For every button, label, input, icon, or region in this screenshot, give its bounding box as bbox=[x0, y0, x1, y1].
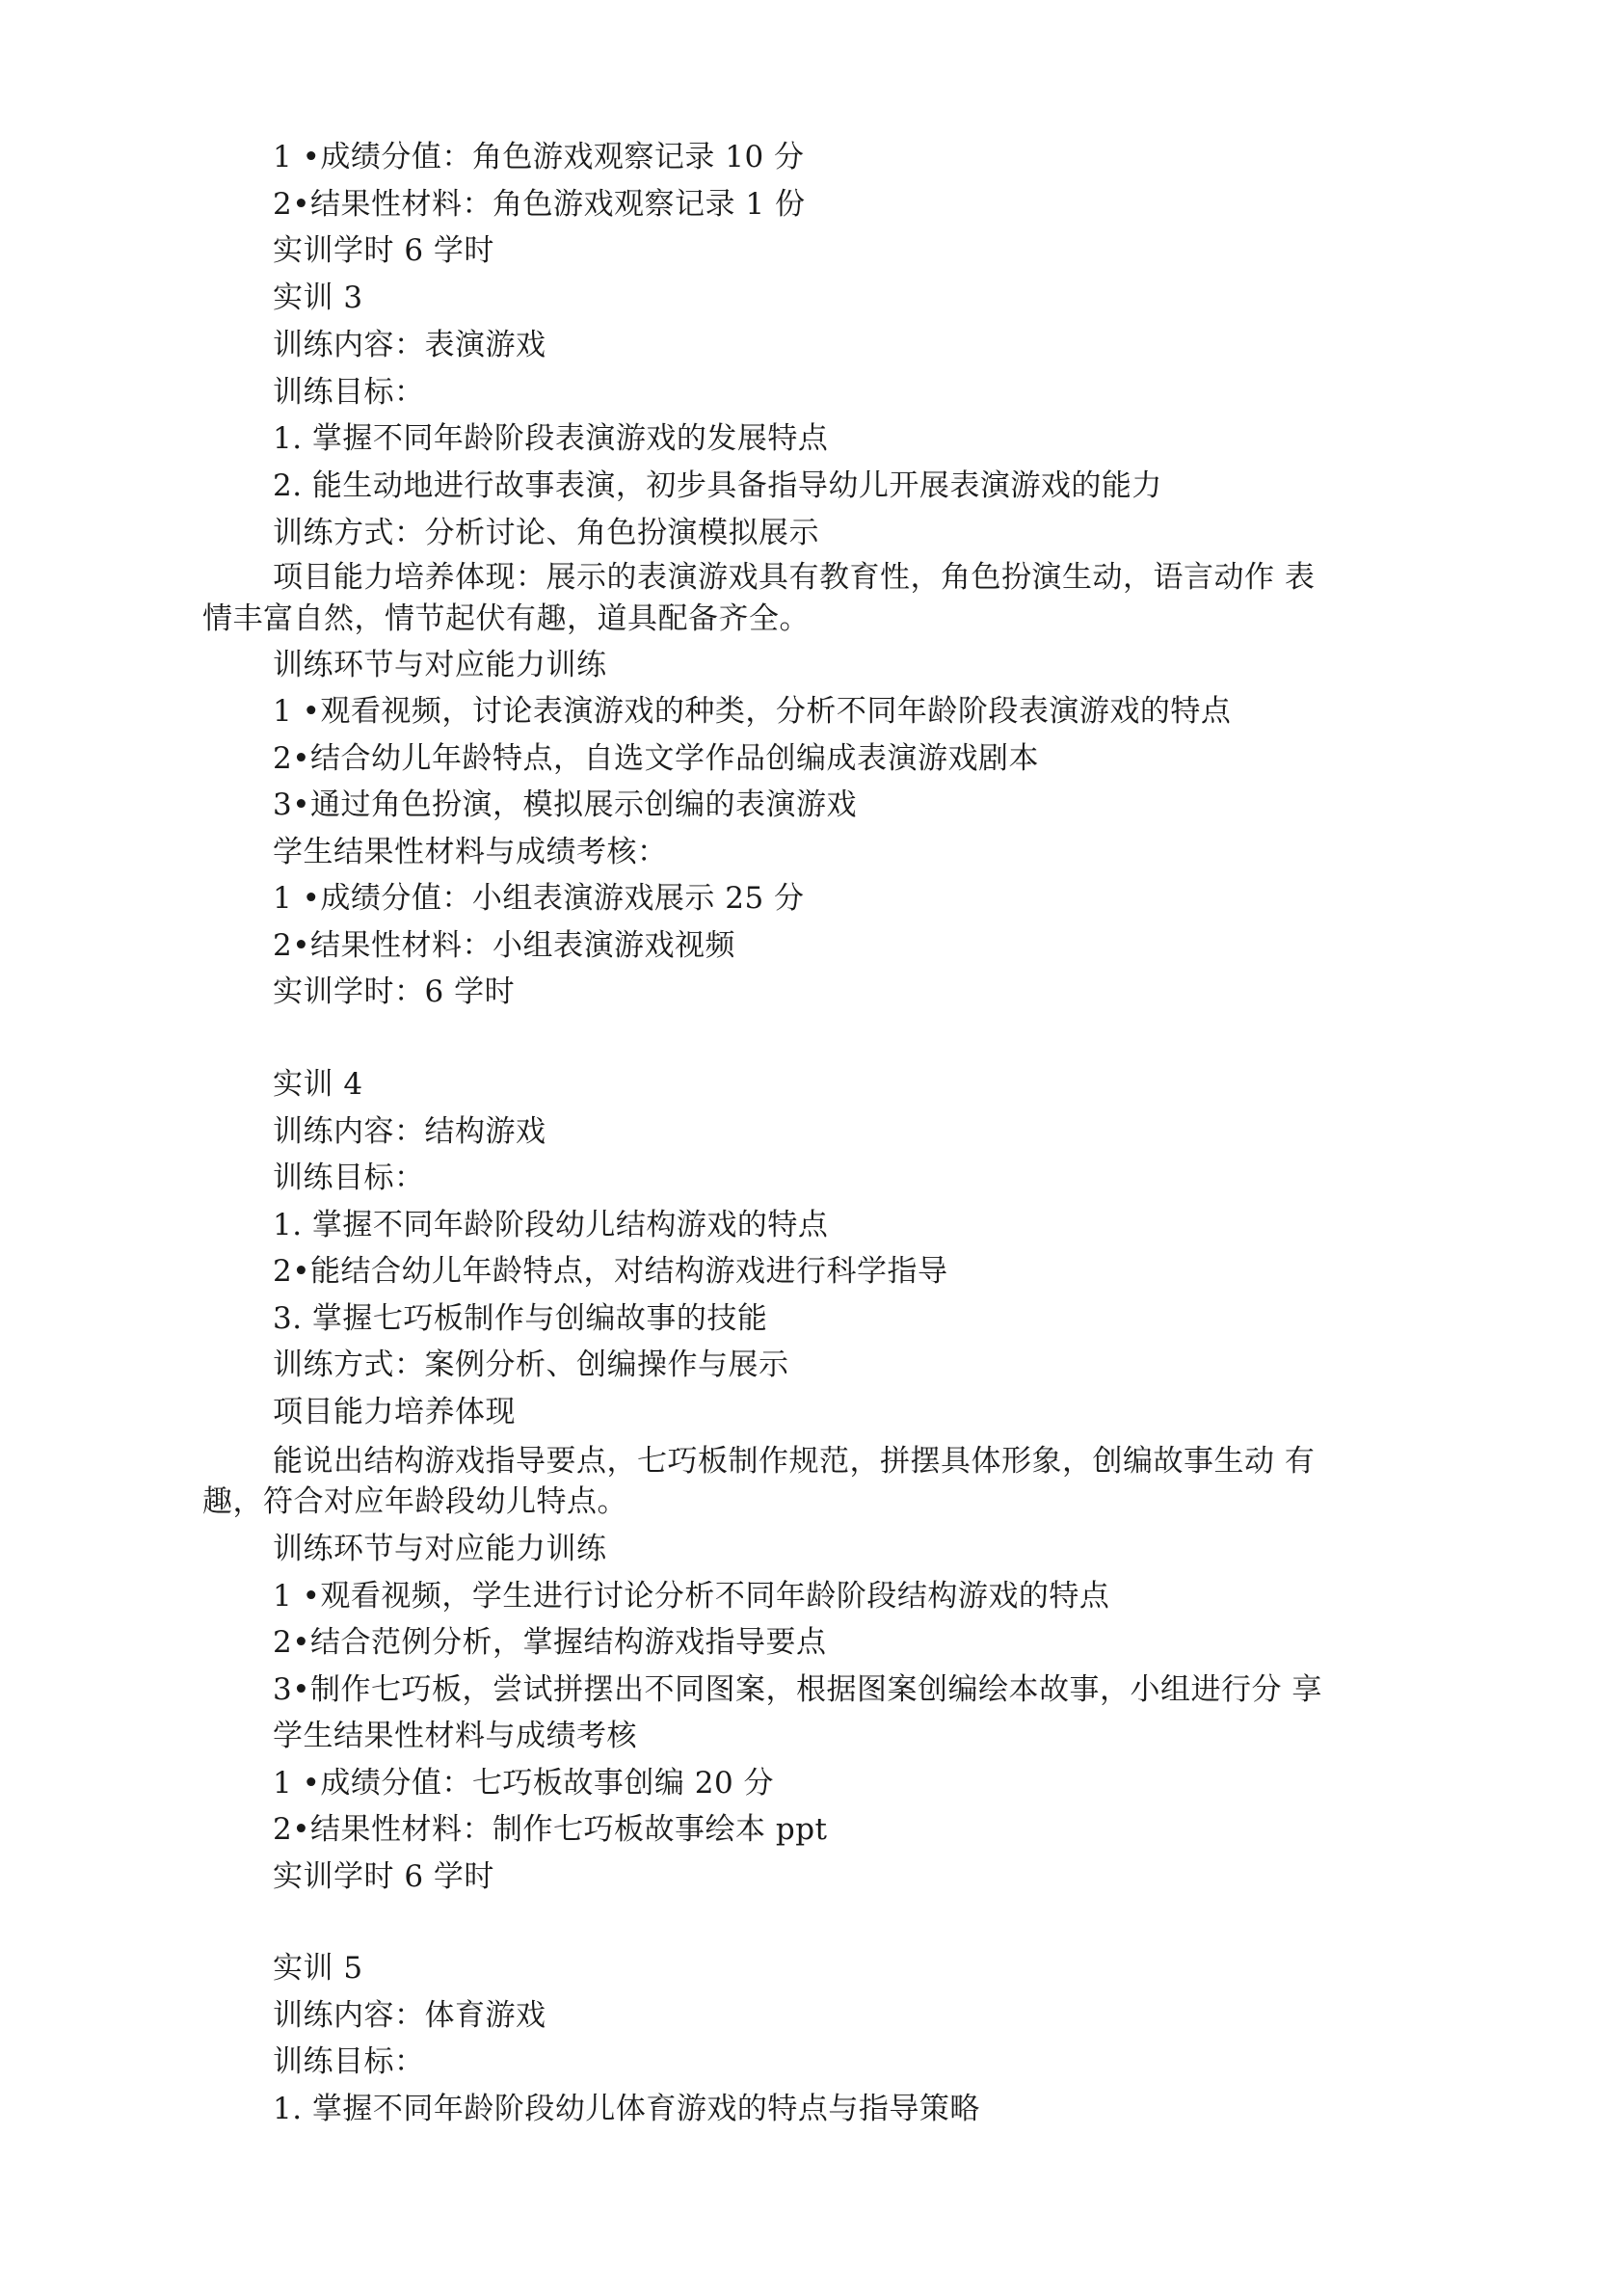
text-line: 学生结果性材料与成绩考核 bbox=[273, 1719, 637, 1753]
text-line: 训练内容：表演游戏 bbox=[273, 328, 546, 362]
text-line: 3•通过角色扮演，模拟展示创编的表演游戏 bbox=[273, 787, 858, 822]
text-line: 2•结果性材料：角色游戏观察记录 1 份 bbox=[273, 187, 806, 222]
text-line: 学生结果性材料与成绩考核： bbox=[273, 835, 668, 869]
text-line: 趣，符合对应年龄段幼儿特点。 bbox=[202, 1484, 627, 1519]
text-line: 实训学时 6 学时 bbox=[273, 233, 494, 268]
text-line: 实训学时：6 学时 bbox=[273, 974, 516, 1009]
text-line: 2•能结合幼儿年龄特点，对结构游戏进行科学指导 bbox=[273, 1254, 948, 1289]
section-heading: 实训 3 bbox=[273, 280, 363, 315]
text-line: 2•结果性材料：制作七巧板故事绘本 ppt bbox=[273, 1812, 828, 1847]
text-line: 2•结合幼儿年龄特点，自选文学作品创编成表演游戏剧本 bbox=[273, 741, 1040, 776]
text-line: 2. 能生动地进行故事表演，初步具备指导幼儿开展表演游戏的能力 bbox=[273, 468, 1162, 503]
text-line: 2•结果性材料：小组表演游戏视频 bbox=[273, 928, 736, 963]
section-heading: 实训 4 bbox=[273, 1067, 363, 1102]
text-line: 训练方式：分析讨论、角色扮演模拟展示 bbox=[273, 516, 819, 550]
text-line: 实训学时 6 学时 bbox=[273, 1859, 494, 1894]
text-line: 训练目标： bbox=[273, 2044, 425, 2079]
text-line: 1. 掌握不同年龄阶段表演游戏的发展特点 bbox=[273, 421, 829, 456]
text-line: 1. 掌握不同年龄阶段幼儿体育游戏的特点与指导策略 bbox=[273, 2092, 980, 2126]
text-line: 训练目标： bbox=[273, 1161, 425, 1195]
text-line: 训练环节与对应能力训练 bbox=[273, 1532, 607, 1566]
text-line: 1 •观看视频，讨论表演游戏的种类，分析不同年龄阶段表演游戏的特点 bbox=[273, 694, 1232, 729]
text-line: 能说出结构游戏指导要点，七巧板制作规范，拼摆具体形象，创编故事生动 有 bbox=[273, 1444, 1316, 1479]
text-line: 1 •观看视频，学生进行讨论分析不同年龄阶段结构游戏的特点 bbox=[273, 1579, 1110, 1614]
text-line: 训练目标： bbox=[273, 375, 425, 410]
text-line: 1 •成绩分值：小组表演游戏展示 25 分 bbox=[273, 881, 805, 916]
text-line: 1. 掌握不同年龄阶段幼儿结构游戏的特点 bbox=[273, 1208, 829, 1242]
text-line: 1 •成绩分值：角色游戏观察记录 10 分 bbox=[273, 140, 805, 174]
text-line: 项目能力培养体现：展示的表演游戏具有教育性，角色扮演生动，语言动作 表 bbox=[273, 560, 1316, 595]
text-line: 训练内容：体育游戏 bbox=[273, 1998, 546, 2033]
text-line: 2•结合范例分析，掌握结构游戏指导要点 bbox=[273, 1625, 827, 1660]
text-line: 训练方式：案例分析、创编操作与展示 bbox=[273, 1348, 789, 1382]
text-line: 情丰富自然，情节起伏有趣，道具配备齐全。 bbox=[202, 601, 810, 636]
text-line: 3•制作七巧板，尝试拼摆出不同图案，根据图案创编绘本故事，小组进行分 享 bbox=[273, 1672, 1322, 1707]
text-line: 3. 掌握七巧板制作与创编故事的技能 bbox=[273, 1301, 768, 1336]
section-heading: 实训 5 bbox=[273, 1951, 363, 1986]
text-line: 项目能力培养体现 bbox=[273, 1395, 516, 1429]
text-line: 1 •成绩分值：七巧板故事创编 20 分 bbox=[273, 1766, 775, 1801]
text-line: 训练环节与对应能力训练 bbox=[273, 648, 607, 682]
text-line: 训练内容：结构游戏 bbox=[273, 1114, 546, 1149]
